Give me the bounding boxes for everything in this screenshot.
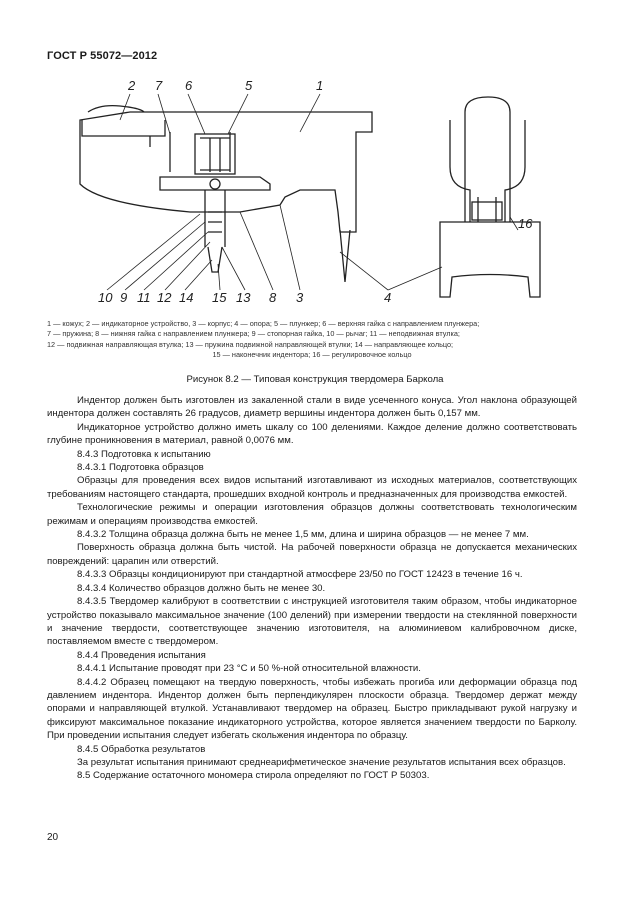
legend-line: 1 — кожух; 2 — индикаторное устройство, 3 — корпус; 4 — опора; 5 — плунжер; 6 — верхняя гайка с направлением плунжера; (47, 319, 480, 328)
paragraph: 8.4.4.2 Образец помещают на твердую поверхность, чтобы избежать прогиба или деформации образца под давлением индентора. Индентор должен быть перпендикулярен плоскости образца. Твердомер держат между опорами и направляющей втулкой. Устанавливают твердомер на образец. Быстро прикладывают рукой нагрузку и фиксируют максимальное показание индикаторного устройства, которое является значением твердости по Барколу. При проведении испытания следует избегать скольжения индентора по образцу. (47, 676, 577, 742)
legend-line: 15 — наконечник индентора; 16 — регулировочное кольцо (212, 349, 412, 359)
paragraph: 8.5 Содержание остаточного мономера стирола определяют по ГОСТ Р 50303. (77, 770, 430, 782)
document-header: ГОСТ Р 55072—2012 (47, 50, 158, 62)
callout-9: 9 (120, 290, 128, 305)
paragraph: 8.4.3.5 Твердомер калибруют в соответствии с инструкцией изготовителя таким образом, чтобы индикаторное устройство показывало максимальное значение (100 делений) при измерении твердости на стеклянной поверхности и значение твердости, соответствующее значению изготовителя, на алюминиевом калибровочном диске, поставляемом вместе с твердомером. (47, 596, 577, 648)
paragraph: 8.4.3.3 Образцы кондиционируют при стандартной атмосфере 23/50 по ГОСТ 12423 в течение 16 ч. (77, 569, 523, 581)
callout-2: 2 (128, 78, 136, 93)
section-heading: 8.4.4 Проведения испытания (77, 649, 206, 661)
legend-line: 12 — подвижная направляющая втулка; 13 — пружина подвижной направляющей втулки; 14 — направляющее кольцо; (47, 339, 454, 349)
callout-15: 15 (212, 290, 227, 305)
paragraph: За результат испытания принимают среднеарифметическое значение результатов испытания всех образцов. (77, 756, 566, 768)
callout-14: 14 (179, 290, 194, 305)
section-heading: 8.4.5 Обработка результатов (77, 743, 206, 755)
page-number: 20 (47, 832, 59, 843)
legend-line: 7 — пружина; 8 — нижняя гайка с направлением плунжера; 9 — стопорная гайка, 10 — рычаг; 11 — неподвижная втулка; (47, 329, 460, 339)
callout-6: 6 (185, 78, 193, 93)
body-text (47, 394, 577, 783)
callout-4: 4 (384, 290, 392, 305)
callout-3: 3 (296, 290, 304, 305)
callout-16: 16 (518, 216, 533, 231)
paragraph: 8.4.4.1 Испытание проводят при 23 °C и 50 %-ной относительной влажности. (77, 663, 421, 675)
paragraph: 8.4.3.4 Количество образцов должно быть не менее 30. (77, 582, 326, 594)
section-heading: 8.4.3.1 Подготовка образцов (77, 462, 204, 474)
paragraph: 8.4.3.2 Толщина образца должна быть не менее 1,5 мм, длина и ширина образцов — не менее 7 мм. (77, 529, 529, 541)
figure-caption: Рисунок 8.2 — Типовая конструкция твердомера Барколa (186, 374, 444, 385)
callout-11: 11 (137, 290, 151, 305)
callout-10: 10 (98, 290, 113, 305)
paragraph: Индентор должен быть изготовлен из закаленной стали в виде усеченного конуса. Угол наклона образующей индентора должен составлять 26 градусов, диаметр вершины индентора должен быть 0,157 мм. (47, 395, 577, 420)
callout-7: 7 (155, 78, 163, 93)
paragraph: Индикаторное устройство должно иметь шкалу со 100 делениями. Каждое деление должно соответствовать глубине проникновения в материал, равной 0,0076 мм. (47, 421, 577, 447)
callout-1: 1 (316, 78, 324, 93)
paragraph: Образцы для проведения всех видов испытаний изготавливают из исходных материалов, соответствующих требованиям настоящего стандарта, прошедших входной контроль и предназначенных для производства емкостей. (47, 475, 577, 500)
callout-8: 8 (269, 290, 277, 305)
section-heading: 8.4.3 Подготовка к испытанию (77, 448, 211, 460)
figure-legend (47, 319, 577, 360)
callout-12: 12 (157, 290, 172, 305)
paragraph: Технологические режимы и операции изготовления образцов должны соответствовать технологическим режимам и операциям производства емкостей. (47, 502, 577, 527)
barcol-hardness-tester-drawing (40, 72, 600, 312)
callout-13: 13 (236, 290, 251, 305)
paragraph: Поверхность образца должна быть чистой. На рабочей поверхности образца не допускается механических повреждений: царапин или отверстий. (47, 542, 577, 567)
callout-5: 5 (245, 78, 253, 93)
